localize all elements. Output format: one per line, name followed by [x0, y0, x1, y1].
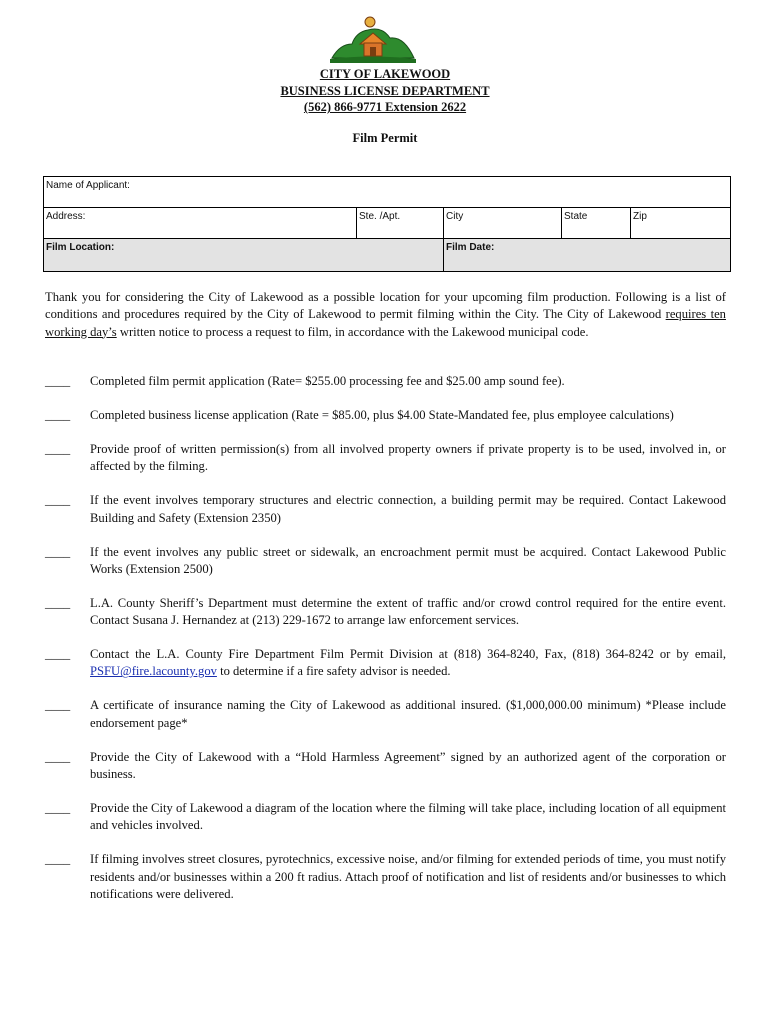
check-blank[interactable]: ____: [45, 800, 71, 815]
city-field[interactable]: [444, 208, 562, 238]
list-item: [45, 544, 726, 579]
state-label: State: [564, 211, 588, 222]
intro-notice-requirement: requires ten working day’s: [45, 307, 726, 339]
applicant-form: [43, 176, 731, 272]
city-label: City: [446, 211, 464, 222]
requirement-text: Completed business license application (Rate = $85.00, plus $4.00 State-Mandated fee, plus employee calculations): [90, 407, 674, 422]
requirement-text: If the event involves any public street or sidewalk, an encroachment permit must be acquired. Contact Lakewood Public Works (Extension 2500): [90, 544, 726, 576]
requirement-text: Provide proof of written permission(s) from all involved property owners if private property is to be used, involved in, or affected by the filming.: [90, 441, 726, 474]
check-blank[interactable]: ____: [45, 407, 71, 422]
requirement-text: If filming involves street closures, pyrotechnics, excessive noise, and/or filming for extended periods of time, you must notify residents and/or businesses within a 200 ft radius. Attach proof of notification and list of residents and/or businesses to which notifications were delivered.: [90, 852, 726, 901]
city-logo: [330, 14, 416, 64]
state-field[interactable]: [562, 208, 631, 238]
list-item: [45, 851, 726, 903]
name-of-applicant-field[interactable]: [44, 177, 730, 207]
list-item: [45, 646, 726, 681]
address-label: Address:: [46, 211, 86, 222]
requirement-text: Provide the City of Lakewood a diagram of the location where the filming will take place, including location of all equipment and vehicles involved.: [90, 800, 726, 833]
requirement-text: Completed film permit application (Rate= $255.00 processing fee and $25.00 amp sound fee).: [90, 374, 565, 388]
check-blank[interactable]: ____: [45, 374, 71, 388]
check-blank[interactable]: ____: [45, 647, 71, 662]
fire-dept-email-link[interactable]: PSFU@fire.lacounty.gov: [90, 664, 217, 679]
requirement-text: A certificate of insurance naming the City of Lakewood as additional insured. ($1,000,000.00 minimum) *Please include endorsement page*: [90, 698, 726, 730]
list-item: [45, 595, 726, 630]
film-location-label: Film Location:: [46, 242, 115, 253]
requirements-list: [45, 373, 726, 920]
intro-text-start: Thank you for considering the City of Lakewood as a possible location for your upcoming film production. Following is a list of conditions and procedures required by the City of Lakewood to permit filming within the City. The City of Lakewood: [45, 290, 726, 322]
intro-paragraph: [45, 289, 726, 341]
requirement-text-start: Contact the L.A. County Fire Department Film Permit Division at (818) 364-8240, Fax, (818) 364-8242 or by email,: [90, 647, 726, 662]
zip-label: Zip: [633, 211, 647, 222]
name-label: Name of Applicant:: [46, 180, 130, 191]
list-item: [45, 373, 726, 390]
requirement-text: L.A. County Sheriff’s Department must determine the extent of traffic and/or crowd control required for the entire event. Contact Susana J. Hernandez at (213) 229-1672 to arrange law enforcement services.: [90, 595, 726, 628]
list-item: [45, 407, 726, 424]
check-blank[interactable]: ____: [45, 441, 71, 456]
check-blank[interactable]: ____: [45, 749, 71, 764]
zip-field[interactable]: [631, 208, 730, 238]
list-item: [45, 441, 726, 476]
check-blank[interactable]: ____: [45, 698, 71, 713]
list-item: [45, 800, 726, 835]
city-name: CITY OF LAKEWOOD: [319, 67, 451, 81]
letterhead: [0, 66, 770, 116]
department-phone: (562) 866-9771 Extension 2622: [303, 100, 467, 114]
check-blank[interactable]: ____: [45, 852, 71, 867]
check-blank[interactable]: ____: [45, 493, 71, 508]
list-item: [45, 492, 726, 527]
film-date-field[interactable]: [444, 239, 730, 271]
page-title: Film Permit: [352, 131, 418, 145]
check-blank[interactable]: ____: [45, 544, 71, 559]
requirement-text: Provide the City of Lakewood with a “Hold Harmless Agreement” signed by an authorized agent of the corporation or business.: [90, 749, 726, 781]
form-row-name: [44, 177, 730, 208]
film-location-field[interactable]: [44, 239, 444, 271]
ste-apt-label: Ste. /Apt.: [359, 211, 401, 222]
form-row-address: [44, 208, 730, 239]
requirement-text: If the event involves temporary structures and electric connection, a building permit may be required. Contact Lakewood Building and Safety (Extension 2350): [90, 493, 726, 525]
film-date-label: Film Date:: [446, 242, 495, 253]
requirement-text-end: to determine if a fire safety advisor is needed.: [216, 664, 451, 679]
department-name: BUSINESS LICENSE DEPARTMENT: [280, 83, 490, 98]
intro-text-end: written notice to process a request to film, in accordance with the Lakewood municipal code.: [116, 324, 589, 339]
form-row-film: [44, 239, 730, 271]
list-item: [45, 749, 726, 784]
requirement-text: [90, 646, 726, 681]
ste-apt-field[interactable]: [357, 208, 444, 238]
check-blank[interactable]: ____: [45, 595, 71, 610]
address-field[interactable]: [44, 208, 357, 238]
list-item: [45, 697, 726, 732]
